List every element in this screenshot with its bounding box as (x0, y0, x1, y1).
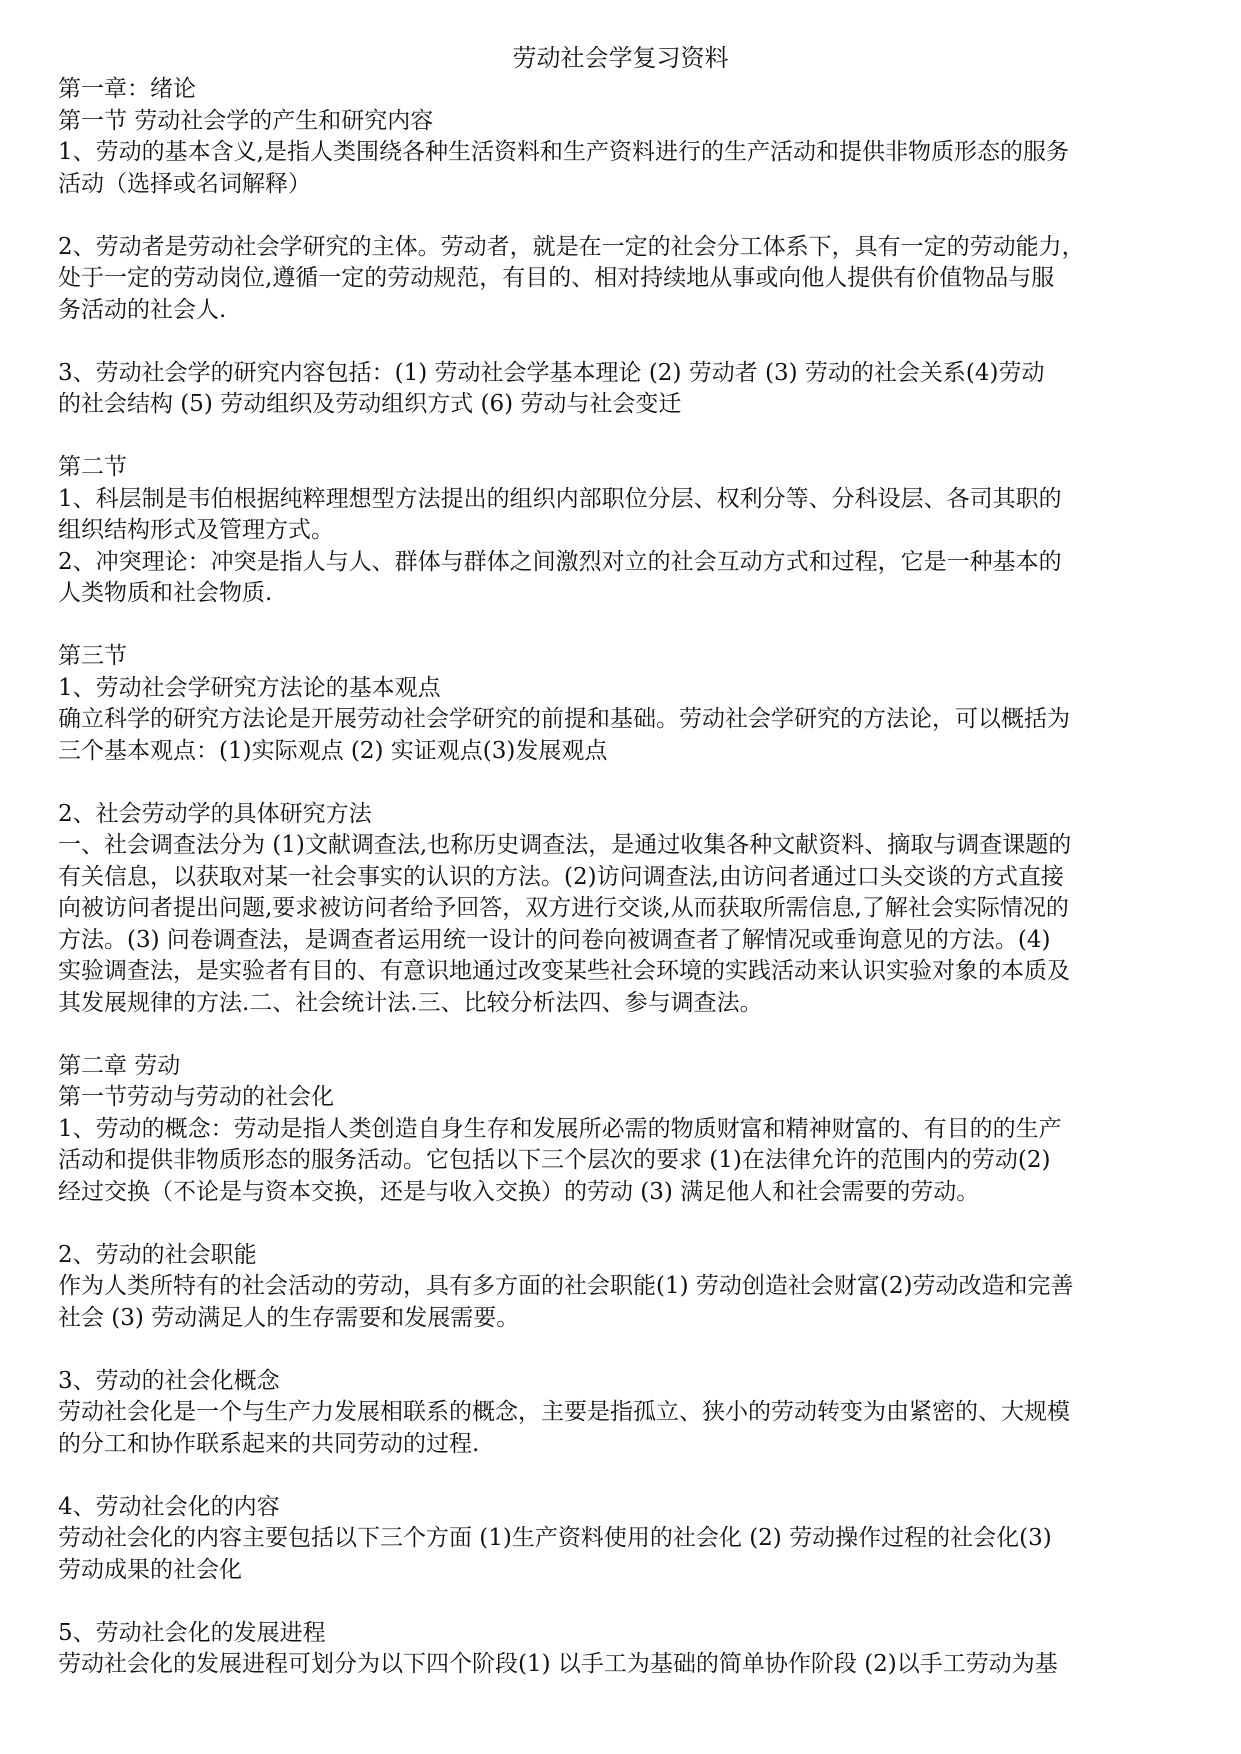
text-line: 2、冲突理论：冲突是指人与人、群体与群体之间激烈对立的社会互动方式和过程，它是一种基本的 (58, 548, 1062, 575)
text-line: 一、社会调查法分为 (1)文献调查法,也称历史调查法，是通过收集各种文献资料、摘取与调查课题的 (58, 832, 1072, 858)
blank-line (58, 1019, 1183, 1051)
text-line: 3、劳动的社会化概念 (58, 1367, 280, 1394)
text-line: 3、劳动社会学的研究内容包括：(1) 劳动社会学基本理论 (2) 劳动者 (3) 劳动的社会关系(4)劳动 (58, 359, 1045, 386)
text-line: 2、劳动的社会职能 (58, 1241, 257, 1268)
text-line: 人类物质和社会物质. (58, 580, 273, 606)
blank-line (58, 610, 1183, 642)
text-line: 经过交换（不论是与资本交换，还是与收入交换）的劳动 (3) 满足他人和社会需要的劳动。 (58, 1178, 980, 1205)
text-line: 作为人类所特有的社会活动的劳动，具有多方面的社会职能(1) 劳动创造社会财富(2)劳动改造和完善 (58, 1273, 1074, 1299)
text-line: 劳动社会化的发展进程可划分为以下四个阶段(1) 以手工为基础的简单协作阶段 (2)以手工劳动为基 (58, 1651, 1058, 1677)
text-line: 1、劳动的基本含义,是指人类围绕各种生活资料和生产资料进行的生产活动和提供非物质形态的服务 (58, 139, 1069, 165)
text-line: 有关信息，以获取对某一社会事实的认识的方法。(2)访问调查法,由访问者通过口头交谈的方式直接 (58, 863, 1064, 890)
text-line: 第一节劳动与劳动的社会化 (58, 1084, 334, 1110)
text-line: 劳动社会化是一个与生产力发展相联系的概念，主要是指孤立、狭小的劳动转变为由紧密的、大规模 (58, 1399, 1070, 1425)
text-line: 活动和提供非物质形态的服务活动。它包括以下三个层次的要求 (1)在法律允许的范围内的劳动(2) (58, 1147, 1051, 1173)
text-line: 活动（选择或名词解释） (58, 170, 311, 197)
text-line: 处于一定的劳动岗位,遵循一定的劳动规范，有目的、相对持续地从事或向他人提供有价值物品与服 (58, 265, 1055, 291)
text-line: 第三节 (58, 643, 127, 669)
text-line: 方法。(3) 问卷调查法，是调查者运用统一设计的问卷向被调查者了解情况或垂询意见的方法。(4) (58, 926, 1051, 953)
blank-line (58, 421, 1183, 453)
text-line: 4、劳动社会化的内容 (58, 1493, 280, 1520)
text-line: 2、劳动者是劳动社会学研究的主体。劳动者，就是在一定的社会分工体系下，具有一定的劳动能力， (58, 233, 1085, 260)
blank-line (58, 200, 1183, 232)
text-line: 2、社会劳动学的具体研究方法 (58, 800, 372, 827)
text-line: 第二章 劳动 (58, 1052, 181, 1079)
blank-line (58, 1208, 1183, 1240)
text-line: 1、劳动社会学研究方法论的基本观点 (58, 674, 441, 701)
text-line: 劳动社会化的内容主要包括以下三个方面 (1)生产资料使用的社会化 (2) 劳动操作过程的社会化(3) (58, 1525, 1052, 1551)
document-title: 劳动社会学复习资料 (512, 44, 729, 72)
text-line: 务活动的社会人. (58, 296, 227, 323)
text-line: 1、劳动的概念：劳动是指人类创造自身生存和发展所必需的物质财富和精神财富的、有目的的生产 (58, 1115, 1062, 1142)
text-line: 实验调查法，是实验者有目的、有意识地通过改变某些社会环境的实践活动来认识实验对象的本质及 (58, 958, 1070, 984)
text-line: 组织结构形式及管理方式。 (58, 517, 334, 543)
text-line: 第一章：绪论 (58, 76, 196, 102)
text-line: 劳动成果的社会化 (58, 1556, 242, 1583)
text-line: 三个基本观点：(1)实际观点 (2) 实证观点(3)发展观点 (58, 737, 608, 764)
blank-line (58, 1586, 1183, 1618)
blank-line (58, 1460, 1183, 1492)
text-line: 向被访问者提出问题,要求被访问者给予回答，双方进行交谈,从而获取所需信息,了解社会实际情况的 (58, 895, 1069, 921)
blank-line (58, 1334, 1183, 1366)
text-line: 其发展规律的方法.二、社会统计法.三、比较分析法四、参与调查法。 (58, 989, 763, 1016)
text-line: 第一节 劳动社会学的产生和研究内容 (58, 107, 434, 134)
blank-line (58, 767, 1183, 799)
text-line: 的社会结构 (5) 劳动组织及劳动组织方式 (6) 劳动与社会变迁 (58, 391, 682, 417)
text-line: 确立科学的研究方法论是开展劳动社会学研究的前提和基础。劳动社会学研究的方法论，可以概括为 (58, 706, 1070, 732)
blank-line (58, 326, 1183, 358)
document-body (58, 74, 1183, 1681)
text-line: 的分工和协作联系起来的共同劳动的过程. (58, 1430, 480, 1457)
text-line: 5、劳动社会化的发展进程 (58, 1619, 326, 1646)
text-line: 1、科层制是韦伯根据纯粹理想型方法提出的组织内部职位分层、权利分等、分科设层、各司其职的 (58, 485, 1062, 512)
text-line: 第二节 (58, 454, 127, 480)
text-line: 社会 (3) 劳动满足人的生存需要和发展需要。 (58, 1304, 520, 1331)
